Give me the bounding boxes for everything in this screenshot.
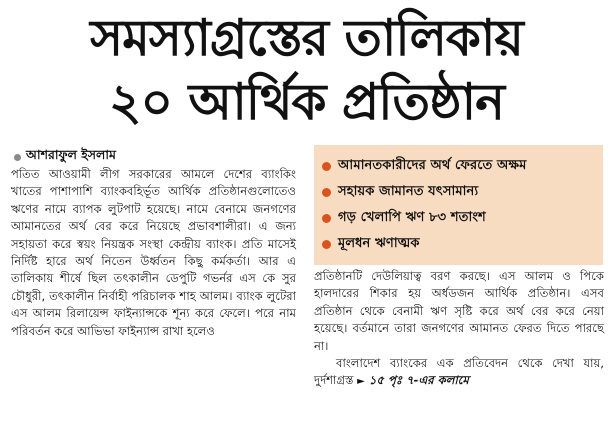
summary-item <box>322 205 597 231</box>
summary-item <box>322 231 597 257</box>
headline-line-2: ২০ আর্থিক প্রতিষ্ঠান <box>109 73 504 131</box>
summary-text: সহায়ক জামানত যৎসামান্য <box>338 184 479 199</box>
summary-text: আমানতকারীদের অর্থ ফেরতে অক্ষম <box>338 158 527 173</box>
summary-text: গড় খেলাপি ঋণ ৮৩ শতাংশ <box>338 210 486 225</box>
byline-dot-icon <box>14 154 21 161</box>
article-paragraph: প্রতিষ্ঠানটি দেউলিয়াত্ব বরণ করছে। এস আলম ও পিকে হালদারের শিকার হয় অর্ধডজন আর্থিক প্রতিষ্ঠান। এসব প্রতিষ্ঠান থেকে বেনামী ঋণ সৃষ্টি করে অর্থ বের করে নেয়া হয়েছে। বর্তমানে তারা জনগণের আমানত ফেরত দিতে পারছে না। <box>314 269 604 353</box>
continuation-note[interactable] <box>357 373 469 387</box>
headline-line-1: সমস্যাগ্রস্তের তালিকায় <box>90 9 523 67</box>
article-column-left <box>11 166 296 340</box>
byline <box>14 147 116 167</box>
summary-item <box>322 153 597 179</box>
summary-box <box>314 145 603 265</box>
bullet-icon <box>322 188 331 197</box>
article-text: বাংলাদেশ ব্যাংকের এক প্রতিবেদন থেকে দেখা যায়, দুর্দশাগ্রস্ত <box>314 356 604 388</box>
article-paragraph: পতিত আওয়ামী লীগ সরকারের আমলে দেশের ব্যাংকিং খাতের পাশাপাশি ব্যাংকবহির্ভূত আর্থিক প্রতিষ্ঠানগুলোতেও ঋণের নামে ব্যাপক লুটপাট হয়েছে। নামে বেনামে জনগণের আমানতের অর্থ বের করে নিয়েছে প্রভাবশালীরা। এ জন্য সহায়তা করে স্বয়ং নিয়ন্ত্রক সংস্থা কেন্দ্রীয় ব্যাংক। প্রতি মাসেই নির্দিষ্ট হারে অর্থ নিতেন উর্ধ্বতন কিছু কর্মকর্তা। আর এ তালিকায় শীর্ষে ছিল তৎকালীন ডেপুটি গভর্নর এস কে সুর চৌধুরী, তৎকালীন নির্বাহী পরিচালক শাহ আলম। ব্যাংক লুটেরা এস আলম রিলায়েন্স ফাইন্যান্সকে শূন্য করে ফেলে। পরে নাম পরিবর্তন করে আভিভা ফাইন্যান্স রাখা হলেও <box>11 167 296 338</box>
summary-item <box>322 179 597 205</box>
bullet-icon <box>322 214 331 223</box>
bullet-icon <box>322 162 331 171</box>
summary-text: মূলধন ঋণাত্মক <box>338 236 420 251</box>
headline <box>0 0 613 138</box>
article-paragraph <box>314 355 604 391</box>
author-name: আশরাফুল ইসলাম <box>26 147 116 162</box>
bullet-icon <box>322 240 331 249</box>
article-column-right <box>314 268 604 391</box>
continuation-text: ১৫ পৃঃ ৭-এর কলামে <box>368 373 469 388</box>
arrow-right-icon: ► <box>357 376 365 388</box>
